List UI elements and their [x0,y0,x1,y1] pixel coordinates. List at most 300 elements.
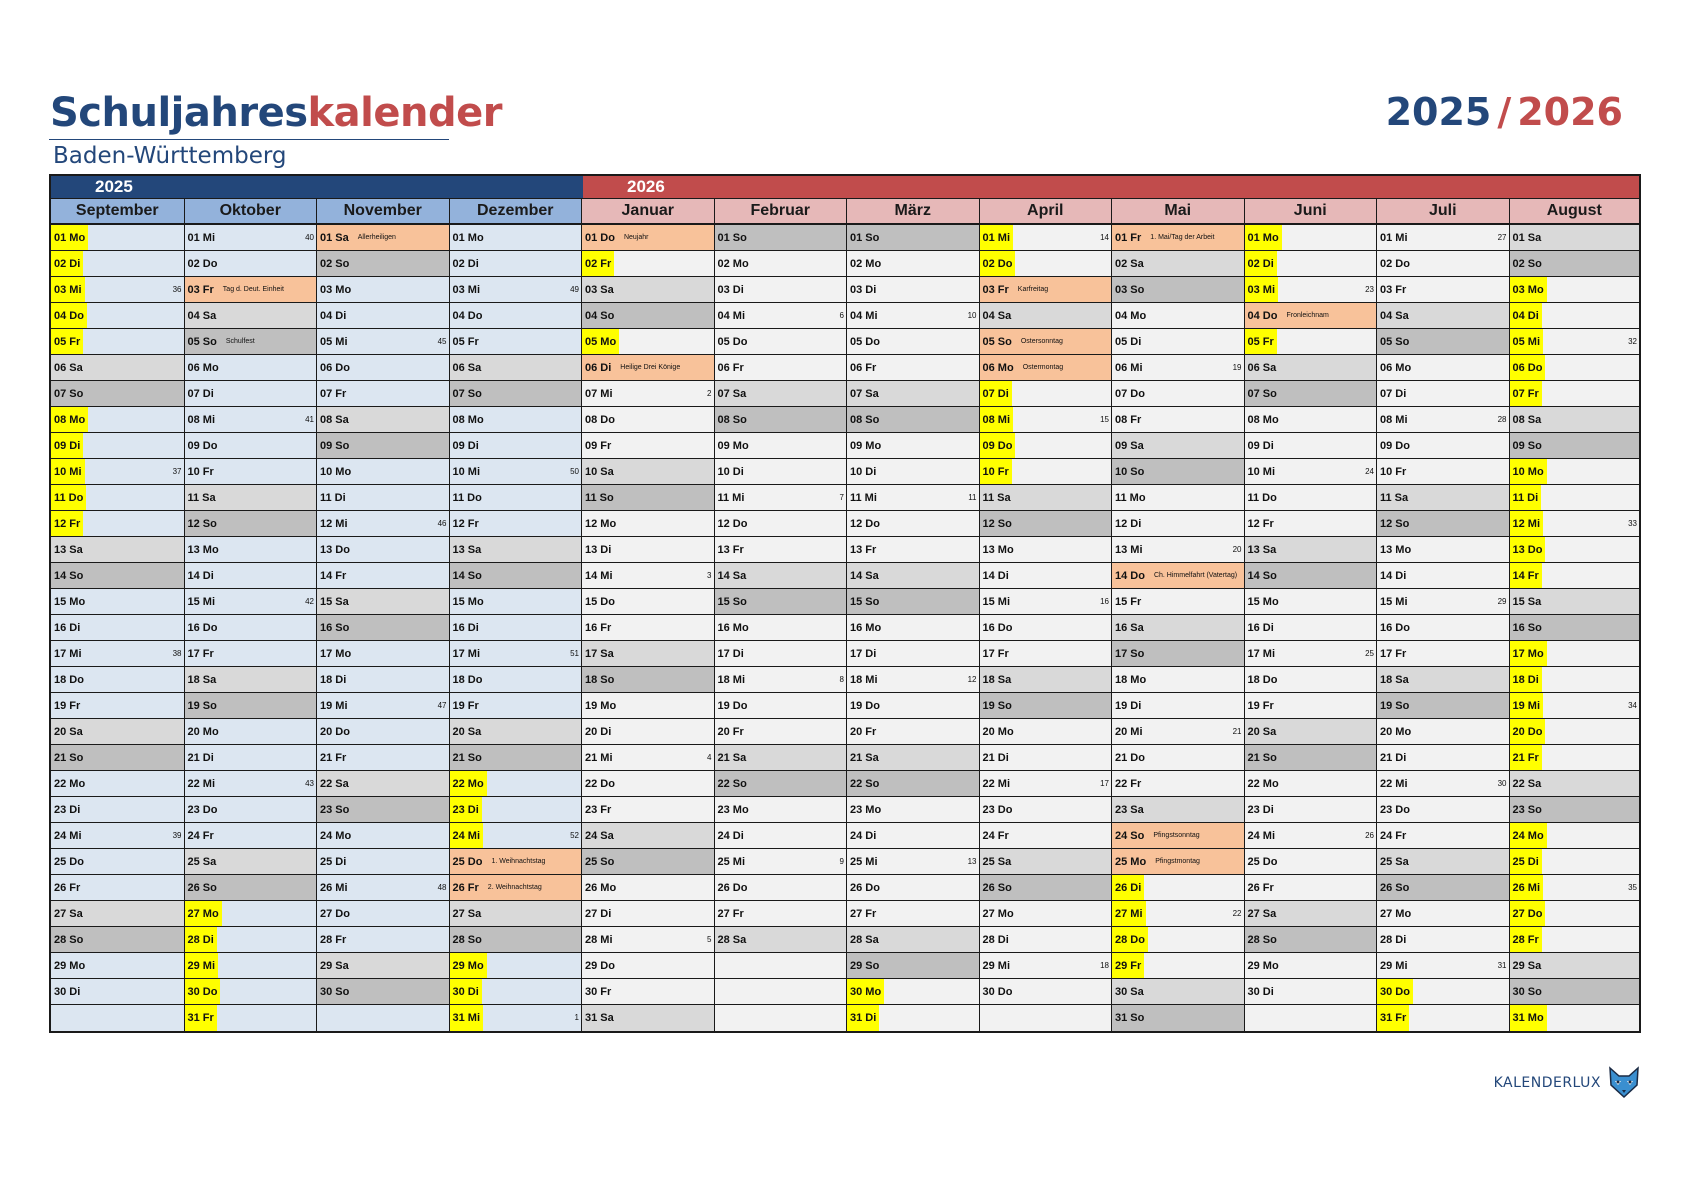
day-cell-fill [879,459,978,484]
day-label: 29 Mo [1247,959,1279,972]
day-label: 14 Sa [850,569,879,582]
day-cell-fill [83,329,183,354]
day-cell [450,381,582,407]
day-cell [185,771,317,797]
week-number: 10 [967,311,977,320]
day-cell-fill [747,537,846,562]
day-cell-fill [617,667,713,692]
day-label: 18 Mo [1115,673,1147,686]
day-cell [1377,953,1509,979]
day-cell [1377,771,1509,797]
day-cell [450,277,582,303]
day-label: 08 Do [585,413,615,426]
day-cell [185,927,317,953]
day-cell [715,719,847,745]
day-label: 12 Fr [1247,517,1274,530]
day-cell-fill [353,901,449,926]
title [50,90,502,136]
day-cell-fill [352,615,448,640]
day-label: 06 Mo [187,361,219,374]
day-label: 15 Mo [452,595,484,608]
day-cell [980,433,1112,459]
day-cell [582,745,714,771]
day-cell [317,901,449,927]
day-cell [1245,693,1377,719]
day-cell-fill [1547,641,1639,666]
day-label: 06 Sa [1247,361,1277,374]
day-cell-fill [616,927,714,952]
day-label: 05 Do [850,335,880,348]
day-label: 23 Di [54,803,81,816]
day-cell-fill [617,849,713,874]
day-cell [847,485,979,511]
day-cell-fill [883,693,979,718]
day-cell [51,303,184,329]
day-cell [847,927,979,953]
day-cell [1112,381,1244,407]
day-cell [980,901,1112,927]
day-label: 11 Sa [1380,491,1409,504]
day-cell-fill [619,511,713,536]
day-cell [1510,459,1640,485]
day-label: 16 Do [1380,621,1410,634]
day-cell-fill [1413,615,1509,640]
week-number: 7 [839,493,844,502]
day-cell [1377,927,1509,953]
day-label: 13 Fr [717,543,744,556]
day-label: 13 Mo [187,543,219,556]
day-label: 16 Fr [585,621,612,634]
day-label: 08 Mi [187,413,216,426]
day-cell [1377,875,1509,901]
day-cell [1112,771,1244,797]
day-cell-fill [1542,927,1639,952]
day-label: 17 Di [717,647,744,660]
day-label: 19 Fr [1247,699,1274,712]
week-number: 36 [172,285,182,294]
day-cell [582,615,714,641]
day-label: 05 Do [717,335,748,348]
day-cell [980,277,1112,303]
day-label: 01 So [717,231,747,244]
day-cell [1245,927,1377,953]
day-cell-fill [220,875,316,900]
day-cell-fill [1015,979,1111,1004]
day-label: 08 So [717,413,747,426]
year-band-2025: 2025 [51,176,583,198]
day-label: 06 Di [585,361,612,374]
day-list [450,225,582,1031]
day-label: 12 Do [717,517,748,530]
day-cell [1510,615,1640,641]
week-number: 20 [1232,545,1242,554]
day-cell [450,849,582,875]
day-cell-fill [1409,1005,1508,1031]
day-cell-fill [354,459,448,484]
day-cell [715,797,847,823]
day-label: 16 So [320,621,350,634]
month-column-märz [846,198,979,1031]
day-label: 11 Do [1247,491,1277,504]
day-cell [582,511,714,537]
day-cell-fill [352,771,449,796]
day-cell [847,641,979,667]
day-cell-fill [617,1005,714,1031]
day-cell [1112,615,1244,641]
day-cell-fill [1412,303,1509,328]
day-cell [1377,823,1509,849]
day-cell-fill [619,875,713,900]
day-cell [317,329,449,355]
day-label: 21 So [54,751,84,764]
day-cell [847,251,979,277]
day-label: 16 Di [452,621,479,634]
day-label: 07 Di [1380,387,1407,400]
day-cell-fill [879,719,978,744]
day-cell-fill [219,667,316,692]
day-cell-fill [86,485,183,510]
day-list [1112,225,1244,1031]
day-label: 07 Sa [850,387,879,400]
day-label: 28 Di [1380,933,1407,946]
day-cell-fill [1149,303,1243,328]
day-cell-fill [1013,953,1111,978]
day-label: 15 So [717,595,747,608]
year-separator: / [1497,90,1512,134]
day-cell [582,1005,714,1031]
day-label: 07 Mi [585,387,613,400]
day-cell [1245,875,1377,901]
day-label: 02 Mo [850,257,882,270]
empty-day-cell [51,1005,184,1031]
day-cell [582,979,714,1005]
day-cell-fill [85,459,184,484]
day-label: 02 So [320,257,350,270]
day-label: 18 Sa [1380,673,1409,686]
day-label: 29 Mi [185,953,219,978]
day-label: 21 Sa [717,751,747,764]
day-label: 01 Mo [452,231,484,244]
day-label: 17 Sa [585,647,614,660]
day-cell-fill [1277,615,1376,640]
day-cell [1377,537,1509,563]
day-cell [847,303,979,329]
event-note: Schulfest [225,338,255,345]
day-label: 19 Mi [320,699,348,712]
day-cell [450,641,582,667]
week-number: 37 [172,467,182,476]
day-label: 22 Mo [1247,777,1279,790]
empty-day-cell [317,1005,449,1031]
day-cell [1245,329,1377,355]
day-cell-fill [617,277,714,302]
day-cell [1377,225,1509,251]
day-cell [582,251,714,277]
day-label: 24 Fr [1380,829,1407,842]
day-cell-fill [83,511,183,536]
day-cell [1510,719,1640,745]
day-label: 12 Do [850,517,880,530]
week-number: 14 [1100,233,1109,242]
day-cell-fill [483,823,581,848]
day-cell-fill [349,563,448,588]
day-cell [582,875,714,901]
day-label: 05 Mi [1510,329,1544,354]
week-number: 25 [1365,649,1374,658]
day-cell-fill [484,901,581,926]
week-number: 1 [574,1013,579,1022]
day-label: 06 Fr [850,361,877,374]
day-cell [450,823,582,849]
day-cell [1112,1005,1244,1031]
day-label: 07 Do [1115,387,1145,400]
day-cell-fill [883,329,979,354]
day-cell [317,849,449,875]
day-label: 11 Mi [850,491,877,504]
day-cell-fill [485,381,581,406]
day-cell [1510,693,1640,719]
day-cell [847,693,979,719]
day-cell-fill [1413,251,1509,276]
day-label: 23 Do [982,803,1013,816]
year-start: 2025 [1385,90,1492,134]
day-cell-fill [882,953,978,978]
day-cell-fill [482,433,581,458]
day-cell-fill [1411,589,1509,614]
day-label: 24 Mo [320,829,352,842]
day-label: 17 So [1115,647,1145,660]
day-cell [1112,251,1244,277]
week-number: 22 [1232,909,1242,918]
day-label: 28 Mi [585,933,613,946]
day-cell-fill [1014,303,1111,328]
day-cell-fill [217,927,316,952]
day-cell [1377,251,1509,277]
day-cell [847,563,979,589]
day-cell [1112,355,1244,381]
day-cell [1377,433,1509,459]
day-label: 04 Mi [850,309,878,322]
day-label: 26 Mo [585,881,617,894]
day-cell-fill [750,329,846,354]
day-cell-fill [748,303,846,328]
day-label: 21 Di [982,751,1009,764]
day-cell-fill [883,875,979,900]
day-cell-fill [881,667,979,692]
day-cell-fill [1413,797,1509,822]
day-cell [450,667,582,693]
day-cell-fill [1149,485,1244,510]
day-label: 18 So [585,673,615,686]
day-label: 09 So [1512,439,1542,452]
day-cell-fill [1013,589,1111,614]
day-label: 04 Mi [717,309,746,322]
day-cell [185,797,317,823]
day-label: 10 Fr [1380,465,1407,478]
day-label: 24 Di [850,829,877,842]
day-cell-fill [747,641,846,666]
day-cell-fill [1148,927,1244,952]
day-label: 01 Mi [187,231,216,244]
day-list [1377,225,1509,1031]
day-label: 21 So [1247,751,1277,764]
holiday-name: Ostersonntag [1020,338,1063,345]
day-label: 01 Mi [980,225,1014,250]
day-cell [980,615,1112,641]
day-label: 01 Sa [1512,231,1542,244]
day-cell-fill [884,615,978,640]
day-cell-fill [750,511,846,536]
day-label: 08 So [850,413,880,426]
holiday-name: Tag d. Deut. Einheit [222,286,284,293]
day-cell [317,563,449,589]
month-column-januar [581,198,714,1031]
day-cell-fill [83,797,183,822]
month-header: Mai [1112,198,1244,225]
day-cell [185,693,317,719]
month-column-juli [1376,198,1509,1031]
day-cell [1245,641,1377,667]
day-cell-fill [87,667,184,692]
day-cell-fill [752,433,846,458]
day-label: 30 Do [185,979,221,1004]
day-cell-fill [618,589,714,614]
day-label: 14 So [54,569,84,582]
day-list [582,225,714,1031]
day-label: 20 Mo [1380,725,1412,738]
day-cell-fill [1280,849,1376,874]
day-label: 25 Mi [717,855,746,868]
month-header: August [1510,198,1640,225]
day-label: 27 Mi [1112,901,1146,926]
day-label: 25 Sa [982,855,1012,868]
day-cell-fill [349,485,449,510]
day-label: 27 Fr [717,907,744,920]
week-number: 2 [707,389,712,398]
day-cell [980,849,1112,875]
day-cell-fill [1146,537,1244,562]
day-list [317,225,449,1031]
day-cell [51,589,184,615]
day-label: 19 Mi [1510,693,1544,718]
week-number: 29 [1497,597,1507,606]
day-label: 24 Fr [187,829,214,842]
day-cell [1510,979,1640,1005]
day-label: 17 Mo [1510,641,1547,666]
day-label: 06 Do [1510,355,1546,380]
day-cell-fill [747,459,846,484]
day-cell-fill [1280,563,1376,588]
day-cell [317,485,449,511]
day-cell-fill [750,771,846,796]
day-label: 25 Di [1510,849,1542,874]
day-cell [185,667,317,693]
day-cell-fill [1277,875,1376,900]
day-cell-fill [1277,797,1376,822]
month-column-dezember [449,198,582,1031]
day-label: 15 Sa [320,595,349,608]
day-cell [715,381,847,407]
day-label: 14 Di [982,569,1009,582]
day-label: 23 Fr [585,803,612,816]
day-cell-fill [220,979,316,1004]
day-cell-fill [483,459,581,484]
day-label: 22 Mo [450,771,487,796]
day-cell-fill [83,875,183,900]
day-label: 03 Di [850,283,877,296]
day-label: 04 Sa [1380,309,1409,322]
day-cell-fill [218,953,316,978]
day-label: 07 Fr [1510,381,1542,406]
day-cell [847,667,979,693]
day-label: 16 Mo [717,621,749,634]
week-number: 30 [1497,779,1507,788]
day-cell [1510,745,1640,771]
day-cell-fill [1412,849,1509,874]
day-cell-fill [1545,901,1639,926]
day-label: 12 So [1380,517,1410,530]
day-label: 14 Di [1380,569,1407,582]
day-label: 20 Sa [1247,725,1277,738]
day-label: 03 Fr [187,283,214,296]
day-cell [1510,641,1640,667]
day-cell [1245,355,1377,381]
day-cell-fill [614,901,713,926]
day-cell [980,667,1112,693]
day-label: 05 So [1380,335,1410,348]
day-cell-fill [1409,641,1508,666]
day-cell-fill [1412,693,1508,718]
day-cell [185,355,317,381]
week-number: 40 [305,233,314,242]
day-cell-fill [349,849,448,874]
day-label: 18 Di [320,673,347,686]
day-label: 17 Mi [54,647,82,660]
day-cell [450,485,582,511]
holiday-name: Allerheiligen [357,234,396,241]
day-cell [715,433,847,459]
day-label: 15 Mo [54,595,86,608]
day-cell-fill [748,667,846,692]
day-label: 28 So [1247,933,1277,946]
day-cell-fill [1280,927,1376,952]
day-label: 14 Fr [1510,563,1542,588]
day-label: 13 Sa [452,543,482,556]
day-cell-fill [1277,251,1376,276]
day-cell [1510,407,1640,433]
day-cell [1245,953,1377,979]
day-cell-fill [1545,615,1639,640]
day-label: 11 Di [320,491,346,504]
day-cell-fill [1282,407,1376,432]
day-cell [185,329,317,355]
day-cell [185,251,317,277]
day-label: 11 Di [1510,485,1542,510]
day-cell [1510,485,1640,511]
day-cell-fill [1542,745,1639,770]
week-number: 48 [437,883,447,892]
day-label: 29 Mi [982,959,1011,972]
day-label: 21 Di [1380,751,1407,764]
month-header: September [51,198,184,225]
day-label: 25 Do [54,855,84,868]
day-cell [51,251,184,277]
day-cell [847,381,979,407]
day-cell-fill [1017,901,1111,926]
day-cell [582,953,714,979]
day-cell-fill [747,901,846,926]
day-label: 29 Do [585,959,615,972]
